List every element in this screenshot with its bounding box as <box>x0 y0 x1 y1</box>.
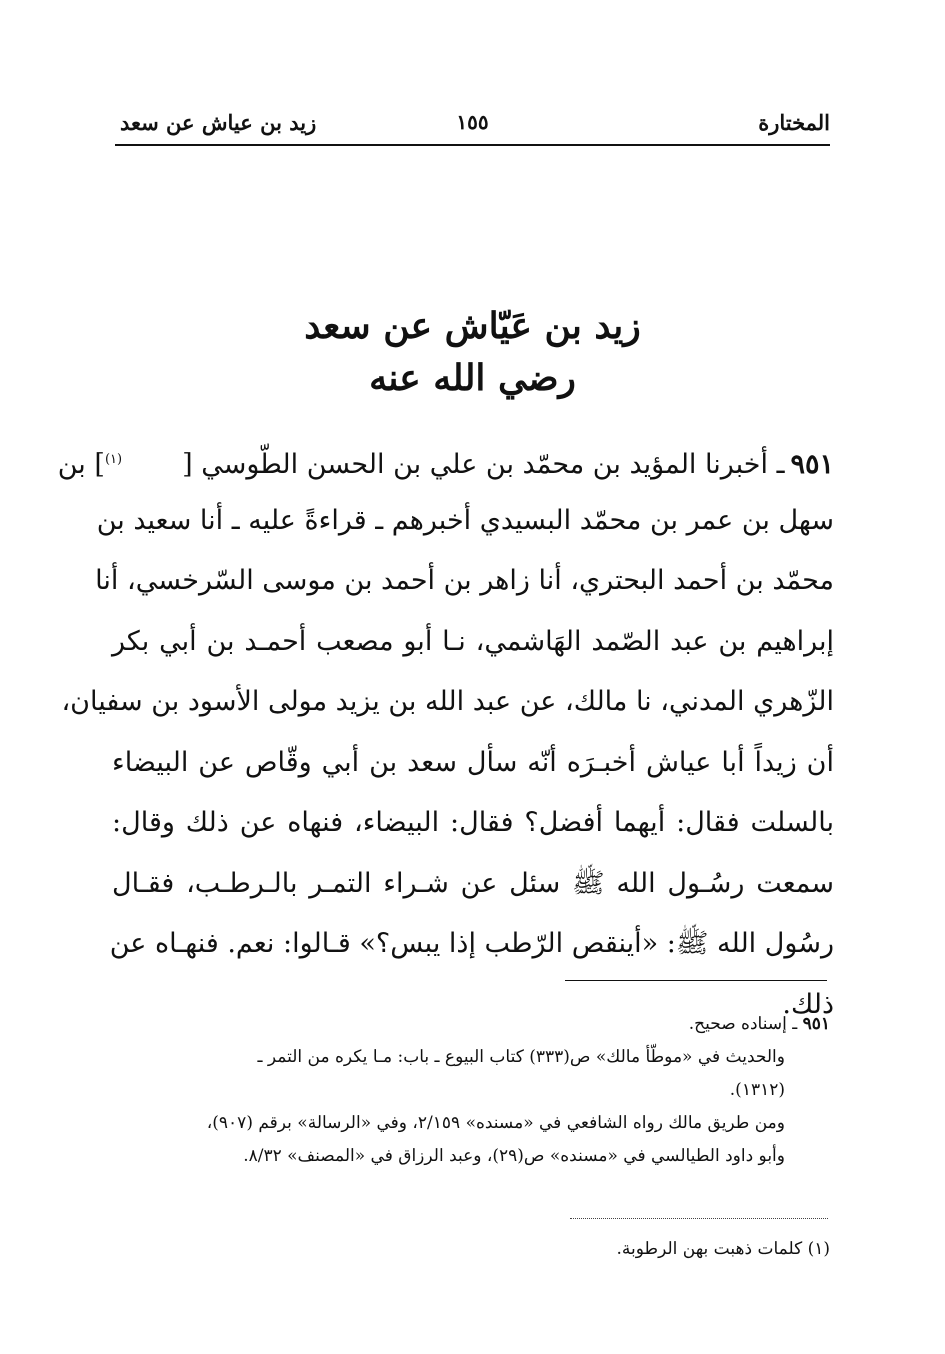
body-line-6: أن زيداً أبا عياش أخبـرَه أنّه سأل سعد بن أبي وقّاص عن البيضاء <box>112 746 834 778</box>
note-line-1-text: ـ إسناده صحيح. <box>688 1014 798 1034</box>
note-line-1 <box>155 1008 830 1041</box>
hadith-number: ٩٥١ <box>790 449 834 480</box>
hadith-notes <box>155 1008 830 1173</box>
header-book-title: المختارة <box>758 110 830 135</box>
body-line-3: محمّد بن أحمد البحتري، أنا زاهر بن أحمد بن موسى السّرخسي، أنا <box>95 565 834 596</box>
page-number: ١٥٥ <box>456 110 489 134</box>
footnote-text: كلمات ذهبت بهن الرطوبة. <box>616 1239 803 1259</box>
note-line-4: ومن طريق مالك رواه الشافعي في «مسنده» ٢/١٥٩، وفي «الرسالة» برقم (٩٠٧)، <box>206 1113 785 1133</box>
note-line-3: (١٣١٢). <box>729 1080 785 1100</box>
notes-separator <box>565 980 827 981</box>
section-title-line-2: رضي الله عنه <box>369 357 576 399</box>
body-line-4: إبراهيم بن عبد الصّمد الهَاشمي، نـا أبو مصعب أحمـد بن أبي بكر <box>112 625 834 657</box>
header-section-title: زيد بن عياش عن سعد <box>120 110 317 135</box>
body-line-1-part-b: ] بن <box>57 449 105 480</box>
note-line-2: والحديث في «موطّأ مالك» ص(٣٣٣) كتاب البيوع ـ باب: مـا يكره من التمر ـ <box>257 1047 785 1067</box>
footnote-number: (١) <box>807 1239 830 1259</box>
section-title <box>115 300 830 404</box>
body-line-8: سمعت رسُـول الله ﷺ سئل عن شـراء التمـر بالـرطـب، فقـال <box>112 867 834 899</box>
footnote-separator <box>570 1218 828 1219</box>
body-line-7: بالسلت فقال: أيهما أفضل؟ فقال: البيضاء، فنهاه عن ذلك وقال: <box>112 807 835 838</box>
hadith-body <box>57 430 835 1035</box>
body-line-5: الزّهري المدني، نا مالك، عن عبد الله بن يزيد مولى الأسود بن سفيان، <box>61 686 834 717</box>
section-title-line-1: زيد بن عَيّاش عن سعد <box>304 305 641 347</box>
body-line-2: سهل بن عمر بن محمّد البسيدي أخبرهم ـ قراءةً عليه ـ أنا سعيد بن <box>96 504 834 536</box>
footnote-ref-mark: (١) <box>104 452 123 467</box>
body-line-1-part-a: ـ أخبرنا المؤيد بن محمّد بن علي بن الحسن الطّوسي [ <box>182 449 785 480</box>
note-line-5: وأبو داود الطيالسي في «مسنده» ص(٢٩)، وعبد الرزاق في «المصنف» ٨/٣٢. <box>243 1146 785 1166</box>
body-line-9: رسُول الله ﷺ: «أينقص الرّطب إذا يبس؟» قـالوا: نعم. فنهـاه عن <box>109 928 834 959</box>
footnote <box>617 1234 830 1264</box>
note-hadith-number: ٩٥١ <box>802 1014 830 1034</box>
running-header <box>115 104 830 146</box>
body-line-1 <box>57 430 834 491</box>
body-line-10: ذلك. <box>782 988 834 1020</box>
